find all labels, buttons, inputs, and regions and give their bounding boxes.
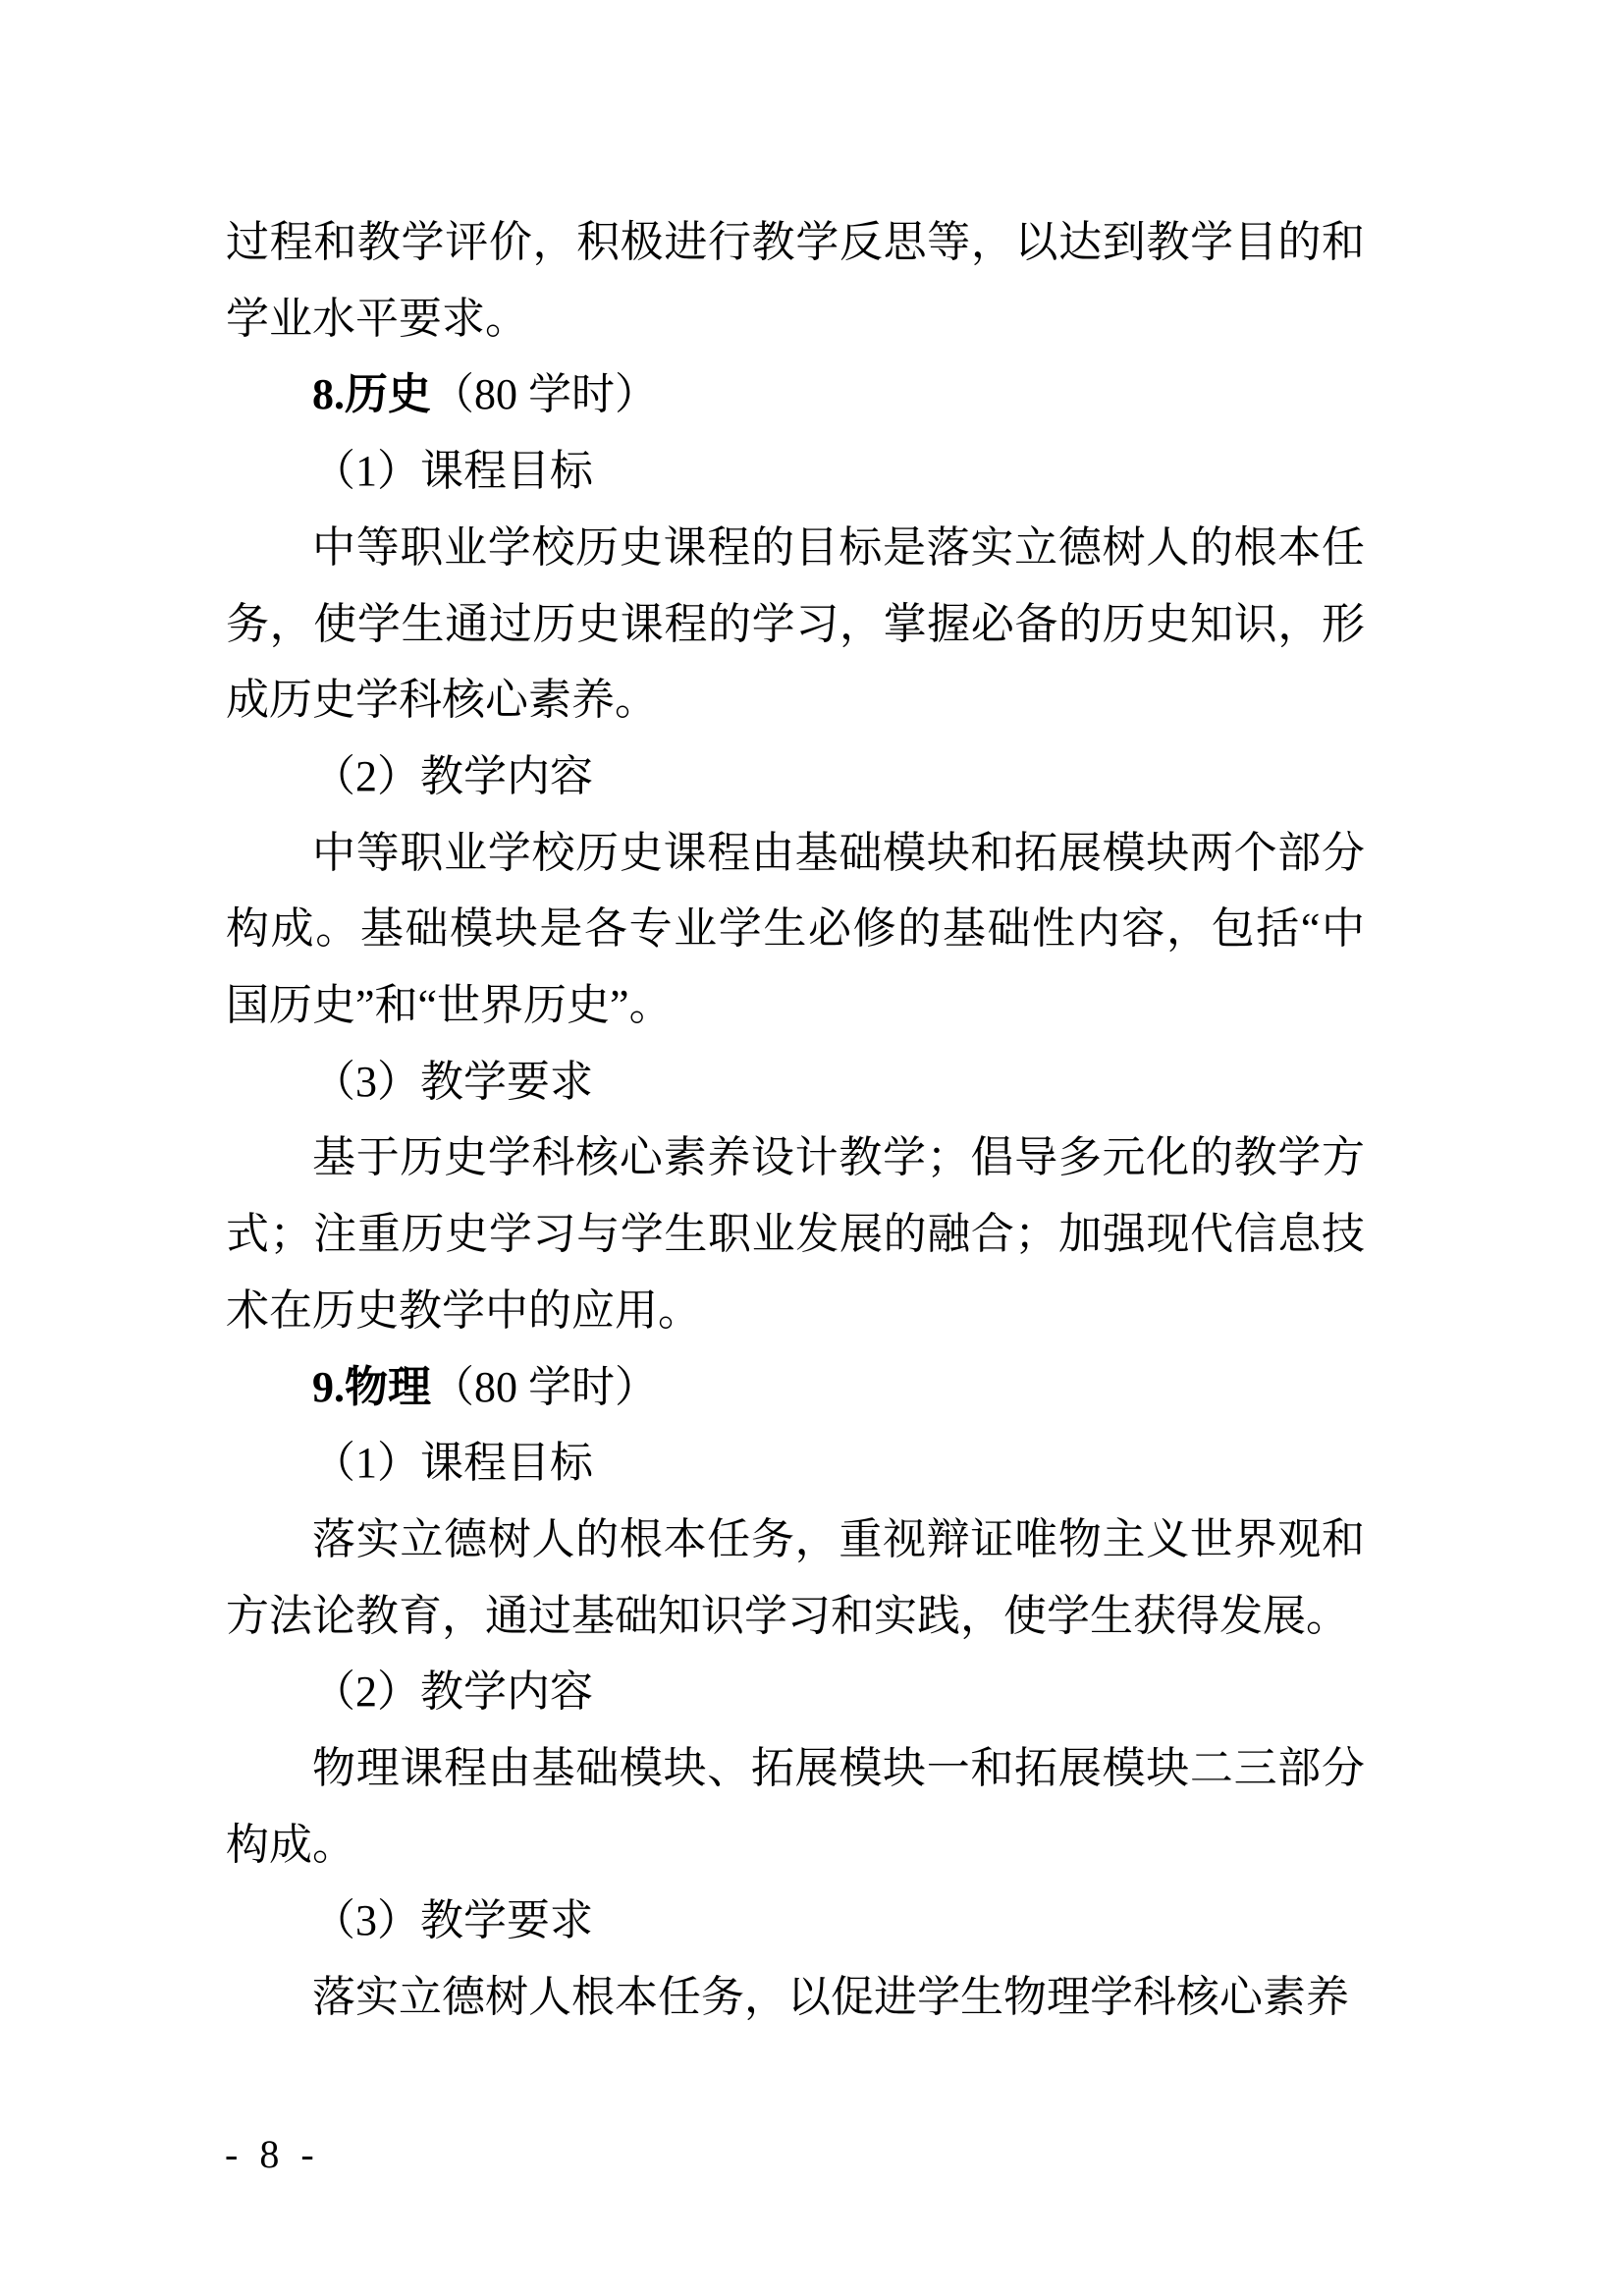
paragraph-history-goals: 中等职业学校历史课程的目标是落实立德树人的根本任务，使学生通过历史课程的学习，掌握必备的历史知识，形成历史学科核心素养。 [226,522,1365,725]
paragraph-physics-requirements: 落实立德树人根本任务，以促进学生物理学科核心素养 [312,1973,1349,2022]
paragraph-history-requirements: 基于历史学科核心素养设计教学；倡导多元化的教学方式；注重历史学习与学生职业发展的融合；加强现代信息技术在历史教学中的应用。 [226,1133,1365,1335]
section-heading-history [226,356,1365,433]
subheading-history-requirements: （3）教学要求 [312,1057,593,1106]
paragraph-continuation: 过程和教学评价，积极进行教学反思等，以达到教学目的和学业水平要求。 [226,218,1365,343]
footer-page-number: - 8 - [225,2132,320,2176]
subheading-physics-content: （2）教学内容 [312,1667,593,1717]
paragraph-physics-goals: 落实立德树人的根本任务，重视辩证唯物主义世界观和方法论教育，通过基础知识学习和实践，使学生获得发展。 [226,1514,1365,1640]
paragraph-history-content: 中等职业学校历史课程由基础模块和拓展模块两个部分构成。基础模块是各专业学生必修的基础性内容，包括“中国历史”和“世界历史”。 [226,828,1365,1030]
section-heading-history-number-title: 8.历史 [312,370,431,419]
subheading-physics-requirements: （3）教学要求 [312,1896,593,1945]
section-heading-history-hours: （80 学时） [431,370,658,419]
subheading-physics-goals: （1）课程目标 [312,1439,593,1488]
paragraph-physics-content: 物理课程由基础模块、拓展模块一和拓展模块二三部分构成。 [226,1744,1365,1869]
document-body [226,204,1365,2036]
section-heading-physics-hours: （80 学时） [431,1362,658,1411]
subheading-history-content: （2）教学内容 [312,751,593,800]
section-heading-physics [226,1349,1365,1426]
subheading-history-goals: （1）课程目标 [312,447,593,496]
section-heading-physics-number-title: 9.物理 [312,1362,431,1411]
